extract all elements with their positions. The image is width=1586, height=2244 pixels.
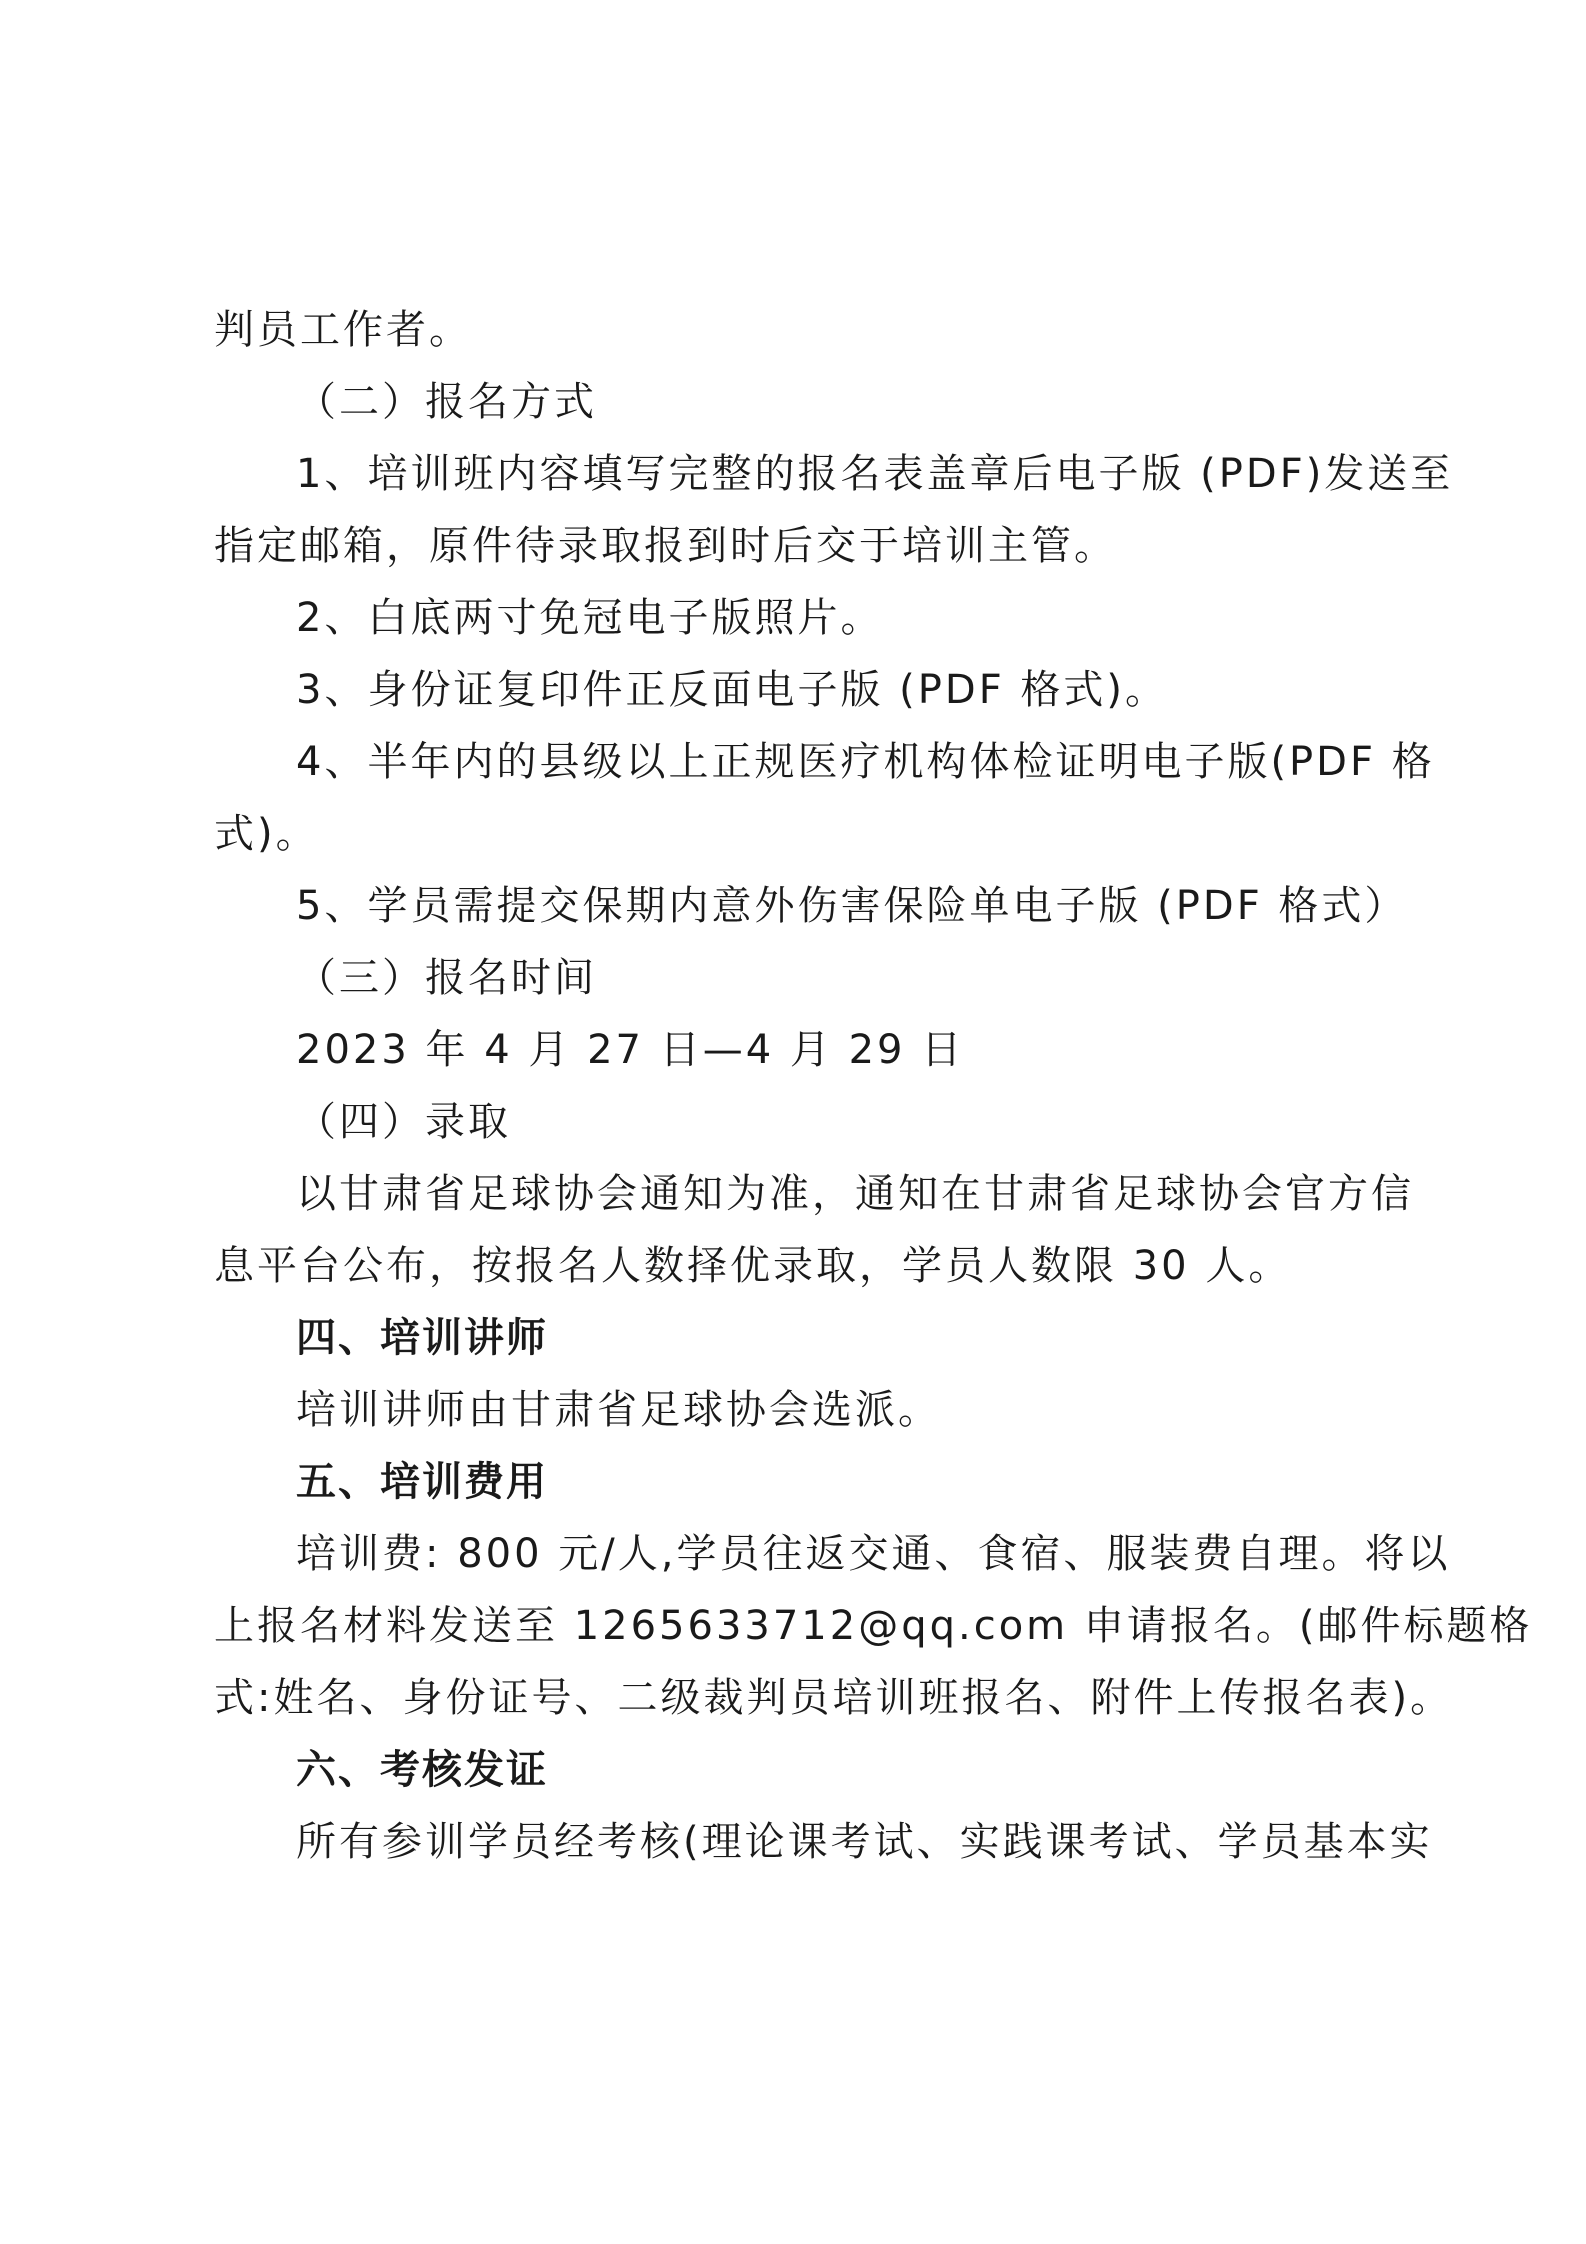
- subheading-registration-method: （二）报名方式: [296, 379, 597, 425]
- list-item-3: 3、身份证复印件正反面电子版 (PDF 格式)。: [296, 667, 1169, 713]
- list-item-1-continuation: 指定邮箱，原件待录取报到时后交于培训主管。: [214, 523, 1117, 569]
- fees-paragraph-line-3: 式:姓名、身份证号、二级裁判员培训班报名、附件上传报名表)。: [214, 1675, 1454, 1721]
- fees-paragraph: 培训费: 800 元/人,学员往返交通、食宿、服装费自理。将以: [296, 1531, 1451, 1577]
- subheading-admission: （四）录取: [296, 1099, 511, 1145]
- list-item-4: 4、半年内的县级以上正规医疗机构体检证明电子版(PDF 格: [296, 739, 1435, 785]
- registration-dates: 2023 年 4 月 27 日—4 月 29 日: [296, 1027, 965, 1073]
- list-item-2: 2、白底两寸免冠电子版照片。: [296, 595, 884, 641]
- paragraph-continuation: 判员工作者。: [214, 307, 472, 353]
- section-heading-fees: 五、培训费用: [296, 1459, 548, 1505]
- subheading-registration-time: （三）报名时间: [296, 955, 597, 1001]
- section-heading-instructors: 四、培训讲师: [296, 1315, 548, 1361]
- fees-paragraph-line-2: 上报名材料发送至 1265633712@qq.com 申请报名。(邮件标题格: [214, 1603, 1533, 1649]
- section-heading-certification: 六、考核发证: [296, 1747, 548, 1793]
- list-item-1: 1、培训班内容填写完整的报名表盖章后电子版 (PDF)发送至: [296, 451, 1454, 497]
- instructors-paragraph: 培训讲师由甘肃省足球协会选派。: [296, 1387, 941, 1433]
- certification-paragraph: 所有参训学员经考核(理论课考试、实践课考试、学员基本实: [296, 1819, 1433, 1865]
- admission-paragraph: 以甘肃省足球协会通知为准，通知在甘肃省足球协会官方信: [296, 1171, 1414, 1217]
- list-item-5: 5、学员需提交保期内意外伤害保险单电子版 (PDF 格式）: [296, 883, 1408, 929]
- admission-paragraph-continuation: 息平台公布，按报名人数择优录取，学员人数限 30 人。: [214, 1243, 1292, 1289]
- list-item-4-continuation: 式)。: [214, 811, 319, 857]
